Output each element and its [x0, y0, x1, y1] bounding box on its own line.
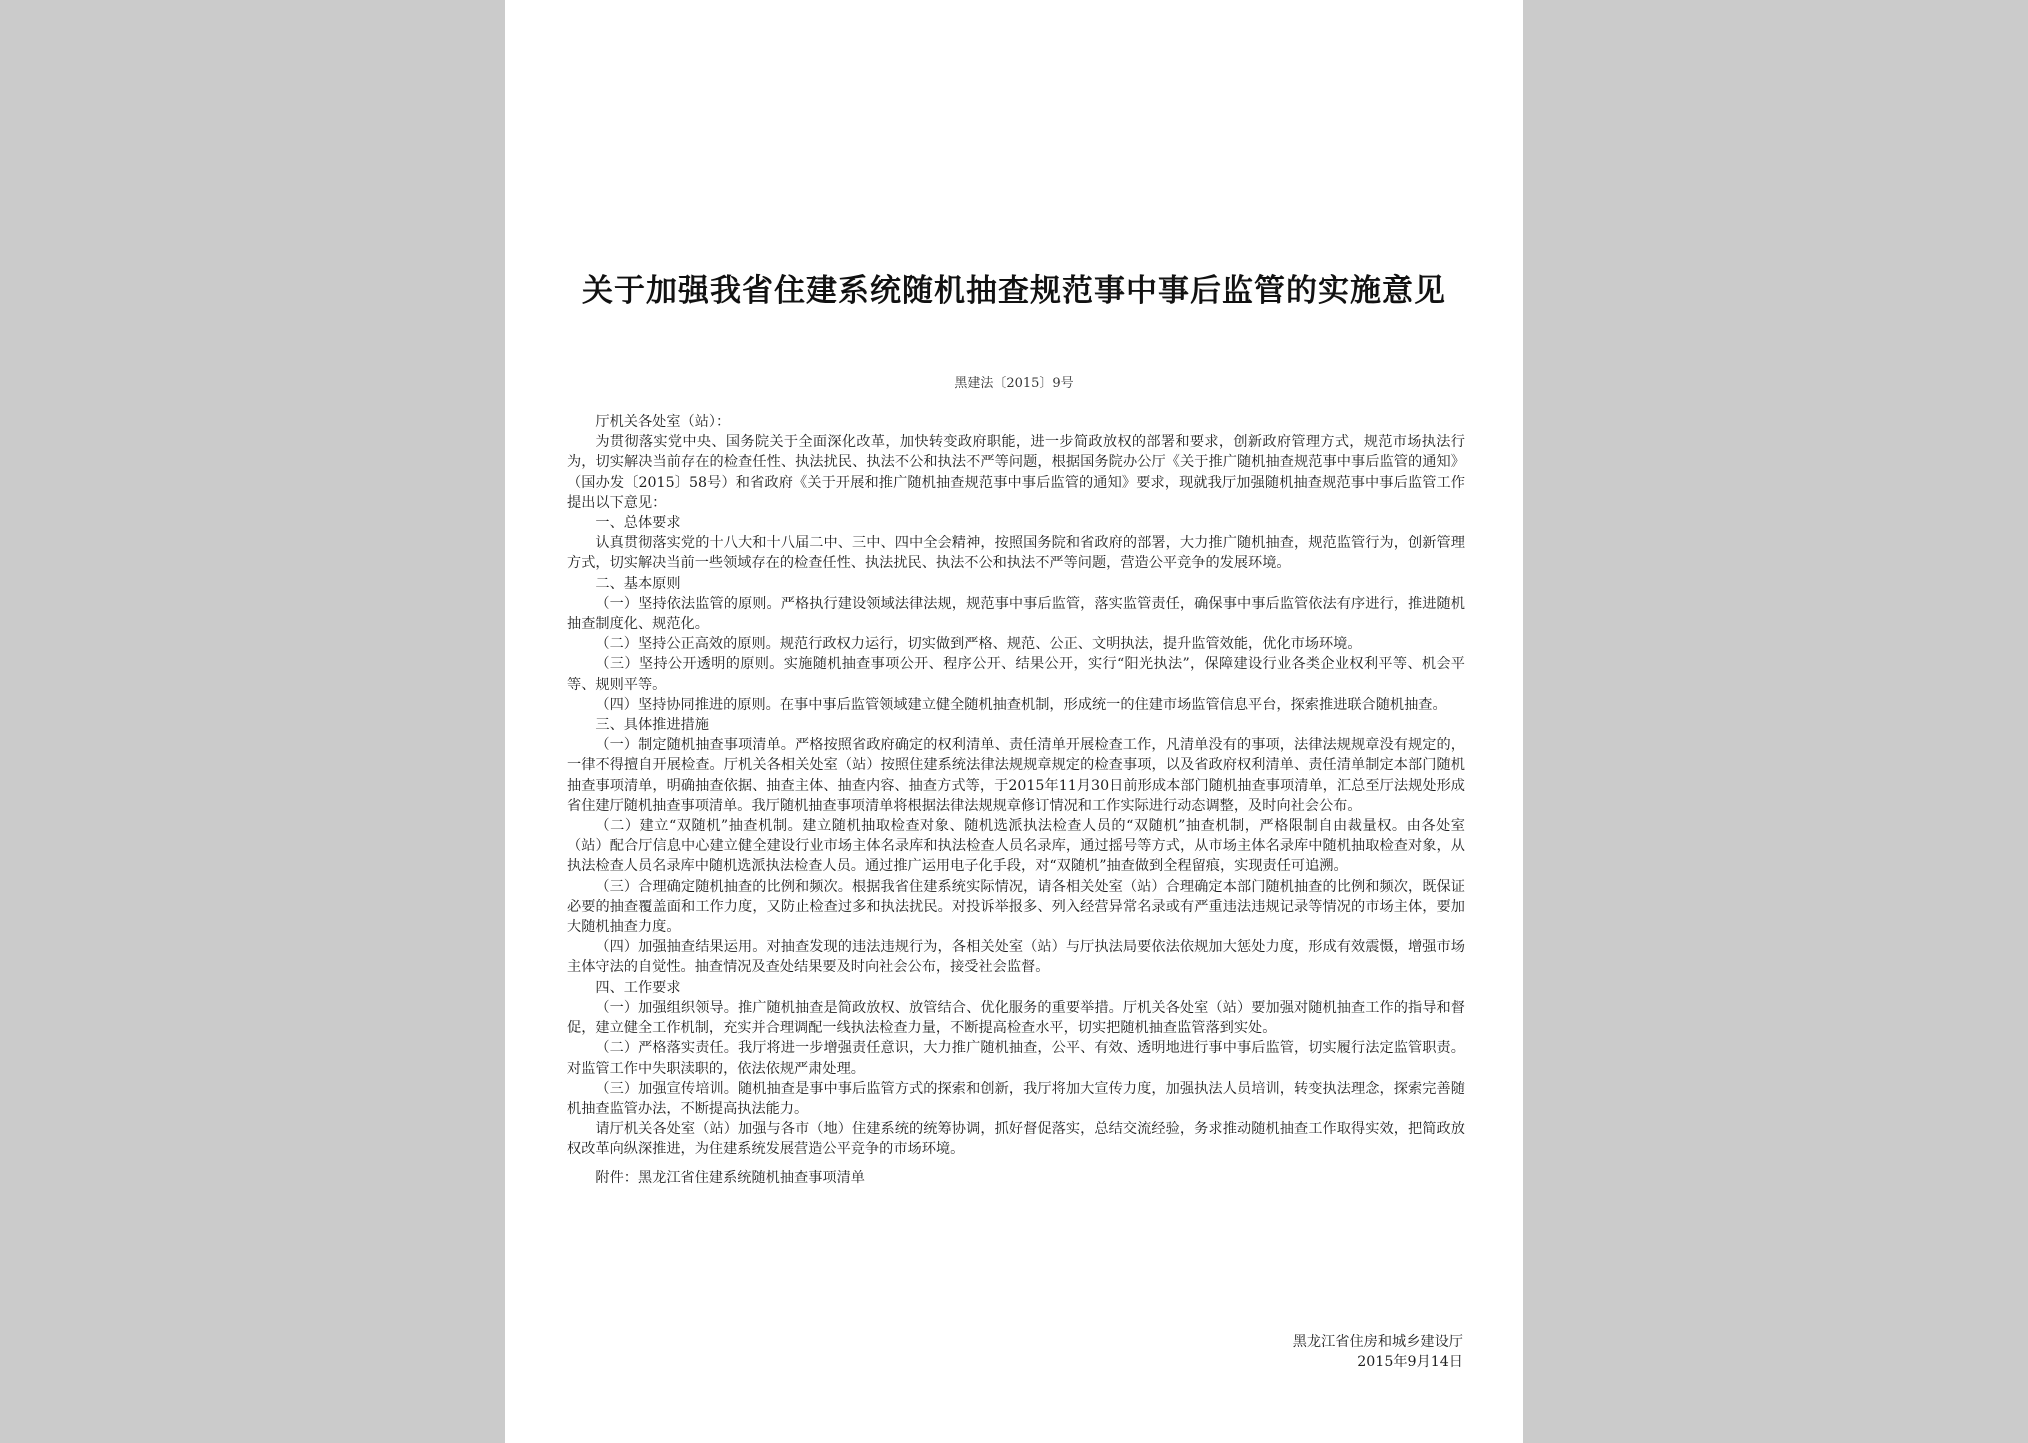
- paragraph: 请厅机关各处室（站）加强与各市（地）住建系统的统筹协调，抓好督促落实，总结交流经验，务求推动随机抽查工作取得实效，把简政放权改革向纵深推进，为住建系统发展营造公平竞争的市场环境。: [567, 1121, 1465, 1158]
- section-heading: 一、总体要求: [595, 515, 681, 532]
- paragraph: （二）严格落实责任。我厅将进一步增强责任意识，大力推广随机抽查，公平、有效、透明地进行事中事后监管，切实履行法定监管职责。对监管工作中失职渎职的，依法依规严肃处理。: [567, 1040, 1465, 1077]
- paragraph: （一）加强组织领导。推广随机抽查是简政放权、放管结合、优化服务的重要举措。厅机关各处室（站）要加强对随机抽查工作的指导和督促，建立健全工作机制，充实并合理调配一线执法检查力量，不断提高检查水平，切实把随机抽查监管落到实处。: [567, 999, 1465, 1037]
- signature-block: [1163, 1332, 1463, 1372]
- paragraph: （四）加强抽查结果运用。对抽查发现的违法违规行为，各相关处室（站）与厅执法局要依法依规加大惩处力度，形成有效震慑，增强市场主体守法的自觉性。抽查情况及查处结果要及时向社会公布，接受社会监督。: [567, 939, 1465, 976]
- document-page: [505, 0, 1523, 1443]
- paragraph: （三）合理确定随机抽查的比例和频次。根据我省住建系统实际情况，请各相关处室（站）合理确定本部门随机抽查的比例和频次，既保证必要的抽查覆盖面和工作力度，又防止检查过多和执法扰民。对投诉举报多、列入经营异常名录或有严重违法违规记录等情况的市场主体，要加大随机抽查力度。: [567, 878, 1465, 936]
- section-heading: 三、具体推进措施: [595, 717, 709, 734]
- document-title: 关于加强我省住建系统随机抽查规范事中事后监管的实施意见: [582, 273, 1446, 309]
- attachment-line: 附件：黑龙江省住建系统随机抽查事项清单: [595, 1169, 865, 1186]
- section-heading: 四、工作要求: [595, 979, 681, 996]
- paragraph: （四）坚持协同推进的原则。在事中事后监管领域建立健全随机抽查机制，形成统一的住建市场监管信息平台，探索推进联合随机抽查。: [595, 696, 1447, 713]
- paragraph: （三）加强宣传培训。随机抽查是事中事后监管方式的探索和创新，我厅将加大宣传力度，加强执法人员培训，转变执法理念，探索完善随机抽查监管办法，不断提高执法能力。: [567, 1080, 1465, 1117]
- paragraph: （二）坚持公正高效的原则。规范行政权力运行，切实做到严格、规范、公正、文明执法，提升监管效能，优化市场环境。: [595, 636, 1362, 653]
- section-heading: 二、基本原则: [595, 575, 681, 592]
- paragraph: （二）建立“双随机”抽查机制。建立随机抽取检查对象、随机选派执法检查人员的“双随机”抽查机制，严格限制自由裁量权。由各处室（站）配合厅信息中心建立健全建设行业市场主体名录库和执法检查人员名录库，通过摇号等方式，从市场主体名录库中随机抽取检查对象，从执法检查人员名录库中随机选派执法检查人员。通过推广运用电子化手段，对“双随机”抽查做到全程留痕，实现责任可追溯。: [567, 818, 1465, 875]
- paragraph: （一）坚持依法监管的原则。严格执行建设领域法律法规，规范事中事后监管，落实监管责任，确保事中事后监管依法有序进行，推进随机抽查制度化、规范化。: [567, 595, 1465, 633]
- paragraph: （一）制定随机抽查事项清单。严格按照省政府确定的权利清单、责任清单开展检查工作，凡清单没有的事项，法律法规规章没有规定的，一律不得擅自开展检查。厅机关各相关处室（站）按照住建系统法律法规规章规定的检查事项，以及省政府权利清单、责任清单制定本部门随机抽查事项清单，明确抽查依据、抽查主体、抽查内容、抽查方式等，于2015年11月30日前形成本部门随机抽查事项清单，汇总至厅法规处形成省住建厅随机抽查事项清单。我厅随机抽查事项清单将根据法律法规规章修订情况和工作实际进行动态调整，及时向社会公布。: [567, 737, 1465, 814]
- paragraph: 认真贯彻落实党的十八大和十八届二中、三中、四中全会精神，按照国务院和省政府的部署，大力推广随机抽查，规范监管行为，创新管理方式，切实解决当前一些领域存在的检查任性、执法扰民、执法不公和执法不严等问题，营造公平竞争的发展环境。: [567, 535, 1465, 572]
- paragraph: 为贯彻落实党中央、国务院关于全面深化改革，加快转变政府职能，进一步简政放权的部署和要求，创新政府管理方式，规范市场执法行为，切实解决当前存在的检查任性、执法扰民、执法不公和执法不严等问题，根据国务院办公厅《关于推广随机抽查规范事中事后监管的通知》（国办发〔2015〕58号）和省政府《关于开展和推广随机抽查规范事中事后监管的通知》要求，现就我厅加强随机抽查规范事中事后监管工作提出以下意见：: [567, 434, 1465, 511]
- paragraph: （三）坚持公开透明的原则。实施随机抽查事项公开、程序公开、结果公开，实行“阳光执法”，保障建设行业各类企业权利平等、机会平等、规则平等。: [567, 656, 1465, 693]
- salutation: 厅机关各处室（站）：: [595, 414, 731, 430]
- document-number: 黑建法〔2015〕9号: [954, 376, 1074, 391]
- issuer: 黑龙江省住房和城乡建设厅: [1292, 1334, 1463, 1350]
- document-body: [567, 412, 1465, 1188]
- issue-date: 2015年9月14日: [1357, 1354, 1463, 1370]
